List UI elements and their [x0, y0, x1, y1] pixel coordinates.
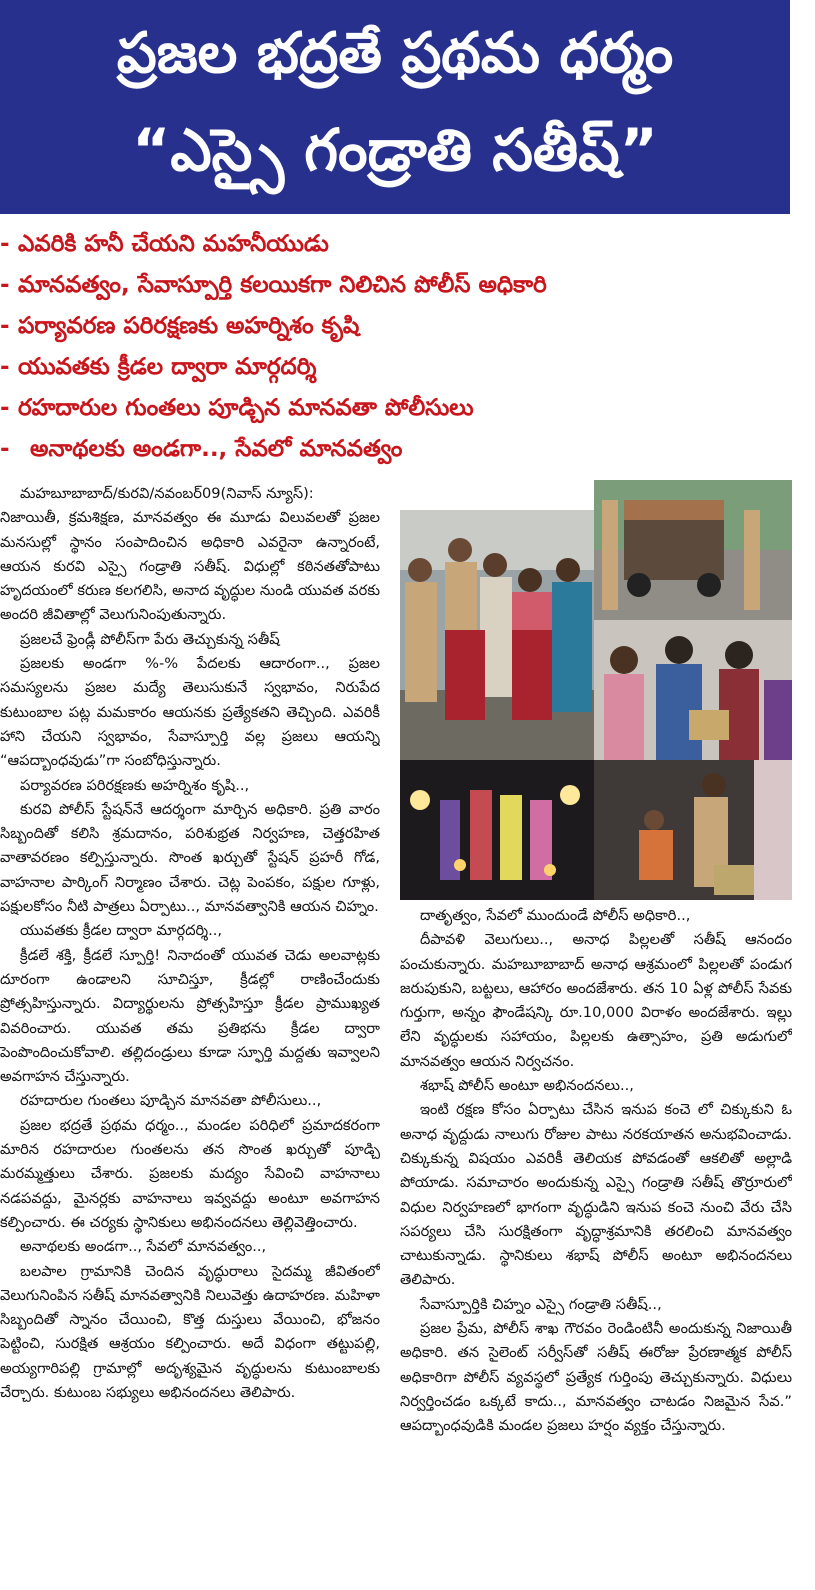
- highlight-item: - అనాథలకు అండగా.., సేవలో మానవత్వం: [0, 436, 403, 462]
- article-column-right: [400, 904, 792, 1590]
- highlight-item: - రహదారుల గుంతలు పూడ్చిన మానవతా పోలీసులు: [0, 395, 474, 421]
- highlights-list: [0, 224, 800, 470]
- rescue-of-elderly-man-photo: [594, 760, 792, 900]
- article-subheading: శభాష్ పోలీస్ అంటూ అభినందనలు..,: [420, 1077, 634, 1095]
- article-subheading: యువతకు క్రీడల ద్వారా మార్గదర్శి..,: [20, 922, 222, 940]
- article-subheading: రహదారుల గుంతలు పూడ్చిన మానవతా పోలీసులు..,: [20, 1092, 322, 1110]
- article-subheading: పర్యావరణ పరిరక్షణకు అహర్నిశం కృషి..,: [20, 776, 250, 794]
- article-subheading: సేవాస్పూర్తికి చిహ్నం ఎస్సై గండ్రాతి సతీష్..,: [420, 1295, 662, 1313]
- headline-line-1: ప్రజల భద్రతే ప్రథమ ధర్మం: [116, 21, 674, 86]
- highlight-item: - మానవత్వం, సేవాస్పూర్తి కలయికగా నిలిచిన పోలీస్ అధికారి: [0, 272, 547, 298]
- article-paragraph: దీపావళి వెలుగులు.., అనాధ పిల్లలతో సతీష్ ఆనందం పంచుకున్నారు. మహబూబాబాద్ అనాధ ఆశ్రమంలో పిల్లలతో పండుగ జరుపుకుని, బట్టలు, ఆహారం అందజేశారు. తన 10 ఏళ్ల పోలీస్ సేవకు గుర్తుగా, అన్నం ఫౌండేషన్కి రూ.10,000 విరాళం అందజేశారు. ఇల్లు లేని వృద్ధులకు సహాయం, పిల్లలకు ఉత్సాహం, ప్రతి అడుగులో మానవత్వం ఆయన నిర్వచనం.: [400, 931, 792, 1070]
- article-dateline: మహబూబాబాద్/కురవి/నవంబర్09(నివాస్ న్యూస్):: [20, 485, 314, 502]
- highlight-item: - పర్యావరణ పరిరక్షణకు అహర్నిశం కృషి: [0, 313, 360, 339]
- tractor-road-repair-photo: [594, 480, 792, 620]
- article-paragraph: బలపాల గ్రామానికి చెందిన వృద్ధురాలు సైదమ్మ జీవితంలో వెలుగునింపిన సతీష్ మానవత్వానికి నిలువెత్తు ఉదాహరణ. మహిళా సిబ్బందితో స్నానం చేయించి, కొత్త దుస్తులు వేయించి, భోజనం పెట్టించి, సురక్షిత ఆశ్రయం కల్పించారు. అదే విధంగా తట్టుపల్లి, అయ్యగారిపల్లి గ్రామాల్లో అదృశ్యమైన వృద్ధులను కుటుంబాలకు చేర్చారు. కుటుంబ సభ్యులు అభినందనలు తెలిపారు.: [0, 1262, 380, 1401]
- highlight-item: - ఎవరికి హనీ చేయని మహనీయుడు: [0, 231, 329, 257]
- police-with-children-and-elders-photo: [400, 510, 594, 790]
- article-paragraph: ప్రజల ప్రేమ, పోలీస్ శాఖ గౌరవం రెండింటినీ అందుకున్న నిజాయితీ అధికారి. తన సైలెంట్ సర్వీస్‌తో సతీష్ ఈరోజు ప్రేరణాత్మక పోలీస్ అధికారిగా పోలీస్ వ్యవస్థలో ప్రత్యేక గుర్తింపు తెచ్చుకున్నారు. విధులు నిర్వర్తించడం ఒక్కటే కాదు.., మానవత్వం చాటడం నిజమైన సేవ.” ఆపద్బాంధవుడికి మండల ప్రజలు హర్షం వ్యక్తం చేస్తున్నారు.: [400, 1320, 792, 1435]
- diwali-with-orphan-children-photo: [400, 760, 594, 900]
- article-paragraph: ఇంటి రక్షణ కోసం ఏర్పాటు చేసిన ఇనుప కంచె లో చిక్కుకుని ఓ అనాధ వృద్దుడు నాలుగు రోజుల పాటు నరకయాతన అనుభవించాడు. చిక్కుకున్న విషయం ఎవరికీ తెలియక పోవడంతో ఆకలితో అల్లాడి పోయాడు. సమాచారం అందుకున్న ఎస్సై గండ్రాతి సతీష్ తొర్రూరులో విధుల నిర్వహణలో భాగంగా వృద్ధుడిని ఇనుప కంచె నుంచి వేరు చేసి సపర్యలు చేసి సురక్షితంగా వృద్ధాశ్రమానికి తరలించి మానవత్వం చాటుకున్నాడు. స్థానికులు శభాష్ పోలీస్ అంటూ అభినందనలు తెలిపారు.: [400, 1101, 792, 1289]
- headline-banner: [0, 0, 790, 214]
- article-subheading: అనాథలకు అండగా.., సేవలో మానవత్వం..,: [20, 1238, 267, 1256]
- article-column-left: [0, 482, 380, 1590]
- article-paragraph: క్రీడలే శక్తి, క్రీడలే స్పూర్తి! నినాదంతో యువత చెడు అలవాట్లకు దూరంగా ఉండాలని సూచిస్తూ, క్రీడల్లో రాణించేందుకు ప్రోత్సహిస్తున్నారు. విద్యార్థులను ప్రోత్సహిస్తూ క్రీడల ప్రాముఖ్యత వివరించారు. యువత తమ ప్రతిభను క్రీడల ద్వారా పెంపొందించుకోవాలి. తల్లిదండ్రులు కూడా స్ఫూర్తి మద్దతు ఇవ్వాలని అవగాహన చేస్తున్నారు.: [0, 946, 380, 1086]
- article-paragraph: నిజాయితీ, క్రమశిక్షణ, మానవత్వం ఈ మూడు విలువలతో ప్రజల మనసుల్లో స్థానం సంపాదించిన అధికారి ఎవరైనా ఉన్నారంటే, ఆయన కురవి ఎస్సై గండ్రాతి సతీష్. విధుల్లో కఠినతతోపాటు హృదయంలో కరుణ కలగలిసి, అనాద వృద్ధుల నుండి యువత వరకు అందరి జీవితాల్లో వెలుగునింపుతున్నారు.: [0, 509, 380, 624]
- article-subheading: దాతృత్వం, సేవలో ముందుండే పోలీస్ అధికారి..,: [420, 907, 691, 924]
- highlight-item: - యువతకు క్రీడల ద్వారా మార్గదర్శి: [0, 354, 317, 380]
- headline-line-2: “ఎస్సై గండ్రాతి సతీష్”: [132, 116, 658, 184]
- article-paragraph: ప్రజల భద్రతే ప్రథమ ధర్మం.., మండల పరిధిలో ప్రమాదకరంగా మారిన రహదారుల గుంతలను తన సొంత ఖర్చుతో పూడ్చి మరమ్మత్తులు చేశారు. ప్రజలకు మద్యం సేవించి వాహనాలు నడపవద్దు, మైనర్లకు వాహనాలు ఇవ్వవద్దు అంటూ అవగాహన కల్పించారు. ఈ చర్యకు స్థానికులు అభినందనలు తెల్లివెత్తించారు.: [0, 1116, 380, 1231]
- photo-collage: [400, 480, 792, 900]
- article-paragraph: కురవి పోలీస్ స్టేషన్‌నే ఆదర్శంగా మార్చిన అధికారి. ప్రతి వారం సిబ్బందితో కలిసి శ్రమదానం, పరిశుభ్రత నిర్వహణ, చెత్తరహిత వాతావరణం కల్పిస్తున్నారు. సొంత ఖర్చుతో స్టేషన్ ప్రహరీ గోడ, వాహనాల పార్కింగ్ నిర్మాణం చేశారు. చెట్ల పెంపకం, పక్షుల గూళ్లు, పక్షులకోసం నీటి పాత్రలు ఏర్పాటు.., మానవత్వానికి ఆయన చిహ్నం.: [0, 800, 380, 916]
- article-paragraph: ప్రజలకు అండగా %-% పేదలకు ఆదారంగా.., ప్రజల సమస్యలను ప్రజల మద్యే తెలుసుకునే స్వభావం, నిరుపేద కుటుంబాల పట్ల మమకారం ఆయనకు ప్రత్యేకతని తెచ్చింది. ఎవరికీ హాని చేయని స్వభావం, సేవాస్పూర్తి వల్ల ప్రజలు ఆయన్ని “ఆపద్బాంధవుడు”గా సంబోధిస్తున్నారు.: [0, 655, 380, 770]
- article-subheading: ప్రజలచే ఫ్రెండ్లీ పోలీస్‌గా పేరు తెచ్చుకున్న సతీష్: [20, 630, 280, 648]
- donation-to-elderly-photo: [594, 620, 792, 760]
